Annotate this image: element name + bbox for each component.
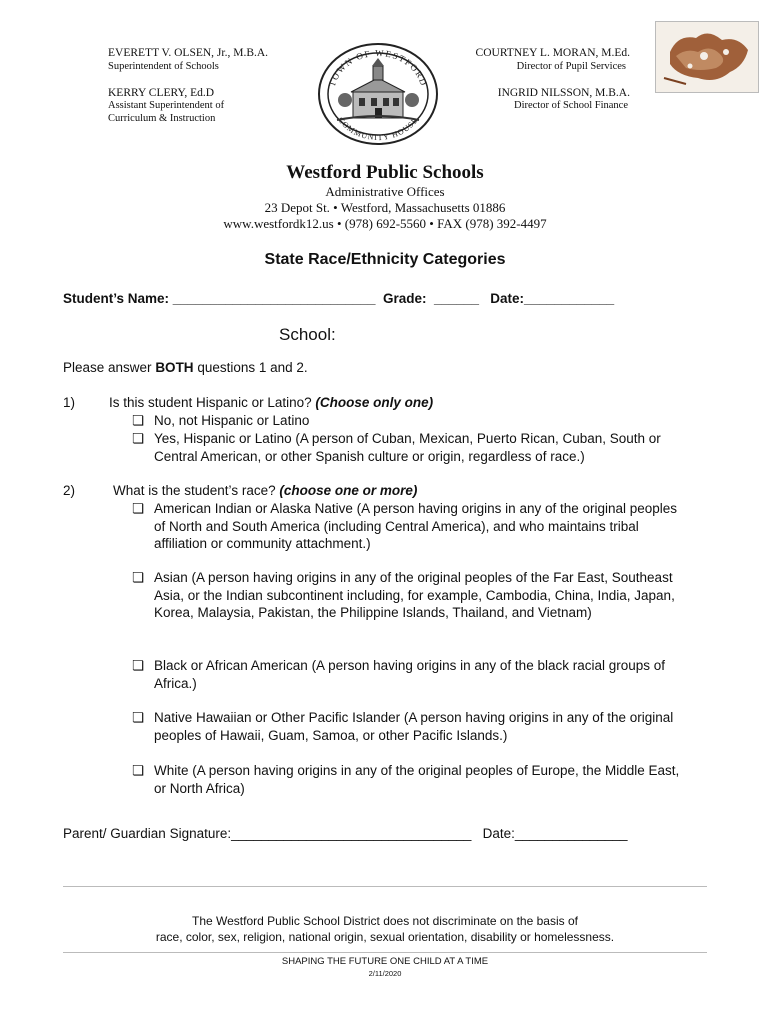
finance-director-name: INGRID NILSSON, M.B.A. xyxy=(497,87,630,99)
org-office: Administrative Offices xyxy=(325,184,445,199)
checkbox-icon[interactable]: ❏ xyxy=(132,431,145,446)
map-thumbnail-graphic xyxy=(656,22,758,92)
q2-text: What is the student’s race? xyxy=(113,483,280,498)
pupil-services-director-name: COURTNEY L. MORAN, M.Ed. xyxy=(475,47,630,59)
option-label: Black or African American (A person having origins in any of the black racial groups of Africa.) xyxy=(154,658,666,691)
form-title: State Race/Ethnicity Categories xyxy=(264,251,506,268)
q2-question xyxy=(113,483,417,498)
student-info-line[interactable]: Student’s Name: ___________________________ Grade: ______ Date:____________ xyxy=(63,291,615,306)
school-label[interactable]: School: xyxy=(279,325,336,344)
footer-divider-2 xyxy=(63,952,707,953)
q2-option-white[interactable] xyxy=(132,762,692,797)
signature-line[interactable]: Parent/ Guardian Signature:________________________________ Date:_______________ xyxy=(63,826,628,841)
svg-text:TOWN OF WESTFORD: TOWN OF WESTFORD xyxy=(326,47,430,88)
assistant-superintendent-role-line1: Assistant Superintendent of xyxy=(108,100,225,111)
checkbox-icon[interactable]: ❏ xyxy=(132,570,145,585)
option-label: White (A person having origins in any of the original peoples of Europe, the Middle East, or North Africa) xyxy=(154,763,680,796)
superintendent-name: EVERETT V. OLSEN, Jr., M.B.A. xyxy=(108,47,269,59)
instruction-pre: Please answer xyxy=(63,360,156,375)
org-title: Westford Public Schools xyxy=(286,162,484,183)
checkbox-icon[interactable]: ❏ xyxy=(132,710,145,725)
q1-option-hispanic[interactable] xyxy=(132,430,692,465)
option-label: American Indian or Alaska Native (A person having origins in any of the original peoples of North and South America (including Central America), and who maintains tribal affiliation or community attachment.) xyxy=(154,501,678,551)
q2-number: 2) xyxy=(63,483,76,498)
q1-option-not-hispanic[interactable] xyxy=(132,412,692,430)
finance-director-role: Director of School Finance xyxy=(513,100,628,111)
checkbox-icon[interactable]: ❏ xyxy=(132,763,145,778)
q2-option-black[interactable] xyxy=(132,657,692,692)
q2-option-american-indian[interactable] xyxy=(132,500,692,553)
option-label: Yes, Hispanic or Latino (A person of Cuban, Mexican, Puerto Rican, Cuban, South or Central American, or other Spanish culture or origin, regardless of race.) xyxy=(154,431,661,464)
q1-hint: (Choose only one) xyxy=(315,395,434,410)
q1-number: 1) xyxy=(63,395,76,410)
notice-line2: race, color, sex, religion, national origin, sexual orientation, disability or homelessness. xyxy=(155,930,615,944)
q2-option-pacific-islander[interactable] xyxy=(132,709,692,744)
svg-text:COMMUNITY HOUSE: COMMUNITY HOUSE xyxy=(336,115,420,143)
notice-line1: The Westford Public School District does not discriminate on the basis of xyxy=(192,914,578,928)
town-seal-logo xyxy=(317,42,439,146)
q1-text: Is this student Hispanic or Latino? xyxy=(109,395,316,410)
instructions xyxy=(63,360,308,375)
q2-hint: (choose one or more) xyxy=(279,483,418,498)
superintendent-role: Superintendent of Schools xyxy=(108,61,219,72)
footer-date: 2/11/2020 xyxy=(368,969,402,978)
checkbox-icon[interactable]: ❏ xyxy=(132,413,145,428)
option-label: Native Hawaiian or Other Pacific Islander (A person having origins in any of the original peoples of Hawaii, Guam, Samoa, or other Pacific Islands.) xyxy=(154,710,674,743)
checkbox-icon[interactable]: ❏ xyxy=(132,501,145,516)
checkbox-icon[interactable]: ❏ xyxy=(132,658,145,673)
instruction-post: questions 1 and 2. xyxy=(193,360,308,375)
option-label: Asian (A person having origins in any of the original peoples of the Far East, Southeast Asia, or the Indian subcontinent including, for example, Cambodia, China, India, Japan, Korea, Malaysia, Pakistan, the Philippine Islands, Thailand, and Vietnam) xyxy=(154,570,675,620)
q2-option-asian[interactable] xyxy=(132,569,692,622)
option-label: No, not Hispanic or Latino xyxy=(154,413,310,428)
corner-map-image xyxy=(655,21,759,93)
footer-divider xyxy=(63,886,707,887)
instruction-bold: BOTH xyxy=(155,360,194,375)
footer-motto: SHAPING THE FUTURE ONE CHILD AT A TIME xyxy=(281,956,489,967)
pupil-services-director-role: Director of Pupil Services xyxy=(516,61,626,72)
assistant-superintendent-name: KERRY CLERY, Ed.D xyxy=(108,87,215,99)
org-contact: www.westfordk12.us • (978) 692-5560 • FAX (978) 392-4497 xyxy=(223,216,547,231)
org-address: 23 Depot St. • Westford, Massachusetts 01886 xyxy=(264,200,506,215)
q1-question xyxy=(109,395,433,410)
assistant-superintendent-role-line2: Curriculum & Instruction xyxy=(108,113,216,124)
